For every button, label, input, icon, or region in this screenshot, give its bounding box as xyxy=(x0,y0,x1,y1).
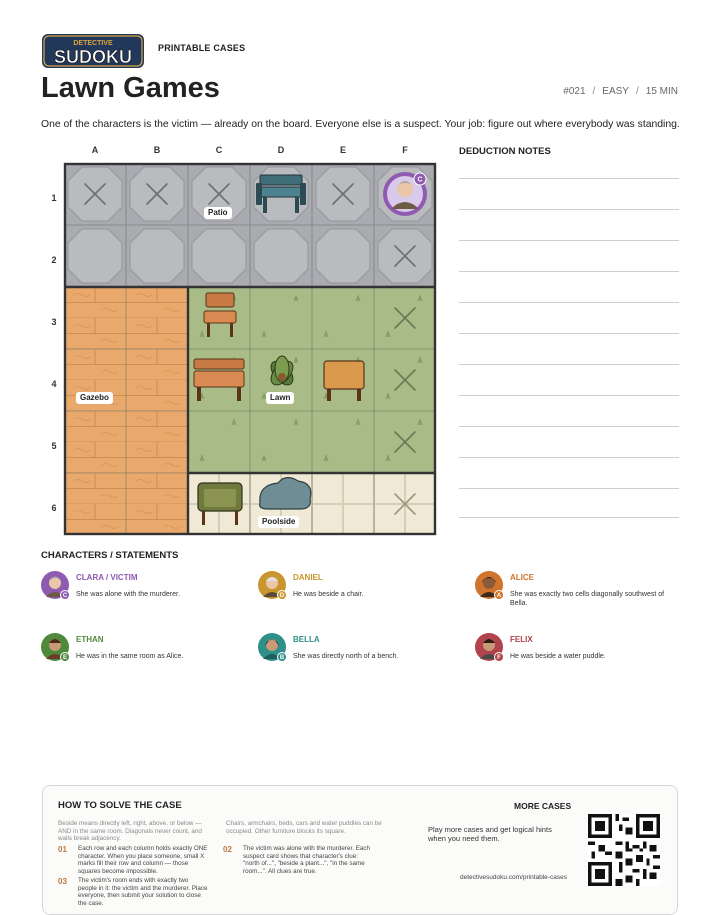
brand-tag: PRINTABLE CASES xyxy=(158,43,246,53)
step-text: The victim's room ends with exactly two people in it: the victim and the murderer. Place everyone, then submit your solution to close the case. xyxy=(78,877,208,907)
note-line[interactable] xyxy=(459,426,679,427)
column-label-f: F xyxy=(402,145,408,155)
row-label-4: 4 xyxy=(51,379,57,389)
character-card-daniel xyxy=(258,571,468,621)
alice-badge: A xyxy=(494,590,504,600)
case-meta: #021 / EASY / 15 MIN xyxy=(563,86,678,97)
deduction-notes-title: DEDUCTION NOTES xyxy=(459,146,551,157)
svg-text:DETECTIVE: DETECTIVE xyxy=(73,40,113,47)
character-card-alice xyxy=(475,571,685,621)
note-line[interactable] xyxy=(459,271,679,272)
room-label-lawn: Lawn xyxy=(266,392,294,404)
page-title: Lawn Games xyxy=(41,72,220,104)
character-card-bella xyxy=(258,633,468,683)
step-text: Each row and each column holds exactly ONE character. When you place someone, small X marks fill their row and column — those squares become impossible. xyxy=(78,845,208,875)
column-label-a: A xyxy=(91,145,99,155)
note-line[interactable] xyxy=(459,302,679,303)
row-label-3: 3 xyxy=(51,317,57,327)
character-name: ALICE xyxy=(510,573,534,582)
more-cases-text: Play more cases and get logical hints when you need them. xyxy=(428,825,552,843)
step-number: 01 xyxy=(58,845,67,854)
more-cases-title: MORE CASES xyxy=(514,801,572,811)
bella-badge: B xyxy=(277,652,287,662)
character-name: CLARA / VICTIM xyxy=(76,573,138,582)
character-statement: He was beside a water puddle. xyxy=(510,653,606,660)
clara-badge: C xyxy=(60,590,70,600)
svg-text:SUDOKU: SUDOKU xyxy=(53,47,133,67)
character-card-felix xyxy=(475,633,685,683)
note-line[interactable] xyxy=(459,209,679,210)
case-duration: 15 MIN xyxy=(645,86,678,97)
game-board xyxy=(64,163,436,535)
character-name: DANIEL xyxy=(293,573,323,582)
character-card-ethan xyxy=(41,633,251,683)
row-label-1: 1 xyxy=(51,193,57,203)
victim-marker-letter: C xyxy=(417,176,423,184)
felix-badge: F xyxy=(494,652,504,662)
column-label-b: B xyxy=(153,145,161,155)
step-text: The victim was alone with the murderer. Each suspect card shows that character's clue: "north of...", "beside a plant...", "in the same room...". All clues are true. xyxy=(243,845,371,875)
note-line[interactable] xyxy=(459,333,679,334)
character-name: ETHAN xyxy=(76,635,104,644)
row-label-2: 2 xyxy=(51,255,57,265)
note-line[interactable] xyxy=(459,240,679,241)
step-number: 02 xyxy=(223,845,232,854)
rule-intro-left: Beside means directly left, right, above, or below — AND in the same room. Diagonals never count, and walls break adjacency. xyxy=(58,820,202,843)
characters-title: CHARACTERS / STATEMENTS xyxy=(41,550,179,561)
step-number: 03 xyxy=(58,877,67,886)
character-statement: He was beside a chair. xyxy=(293,591,364,598)
character-statement: She was exactly two cells diagonally southwest of Bella. xyxy=(510,591,665,607)
room-label-patio: Patio xyxy=(204,207,232,219)
note-line[interactable] xyxy=(459,364,679,365)
case-number: #021 xyxy=(563,86,586,97)
column-label-c: C xyxy=(215,145,223,155)
how-to-title: HOW TO SOLVE THE CASE xyxy=(58,800,182,811)
note-line[interactable] xyxy=(459,517,679,518)
case-difficulty: EASY xyxy=(602,86,629,97)
room-label-gazebo: Gazebo xyxy=(76,392,113,404)
board-art xyxy=(64,163,436,535)
note-line[interactable] xyxy=(459,488,679,489)
more-cases-link[interactable]: detectivesudoku.com/printable-cases xyxy=(460,874,567,881)
character-name: BELLA xyxy=(293,635,320,644)
character-statement: He was in the same room as Alice. xyxy=(76,653,184,660)
row-label-5: 5 xyxy=(51,441,57,451)
column-label-e: E xyxy=(339,145,346,155)
daniel-badge: D xyxy=(277,590,287,600)
column-label-d: D xyxy=(277,145,285,155)
character-statement: She was directly north of a bench. xyxy=(293,653,399,660)
case-intro: One of the characters is the victim — already on the board. Everyone else is a suspect. Your job: figure out where everybody was standing. xyxy=(41,119,680,130)
note-line[interactable] xyxy=(459,178,679,179)
rule-intro-right: Chairs, armchairs, beds, cars and water puddles can be occupied. Other furniture blocks its square. xyxy=(226,820,382,835)
note-line[interactable] xyxy=(459,457,679,458)
room-label-poolside: Poolside xyxy=(258,516,299,528)
note-line[interactable] xyxy=(459,395,679,396)
character-name: FELIX xyxy=(510,635,533,644)
character-card-clara xyxy=(41,571,251,621)
ethan-badge: E xyxy=(60,652,70,662)
detective-sudoku-logo xyxy=(42,34,144,68)
character-statement: She was alone with the murderer. xyxy=(76,591,180,598)
qr-code-icon[interactable] xyxy=(588,814,660,886)
row-label-6: 6 xyxy=(51,503,57,513)
